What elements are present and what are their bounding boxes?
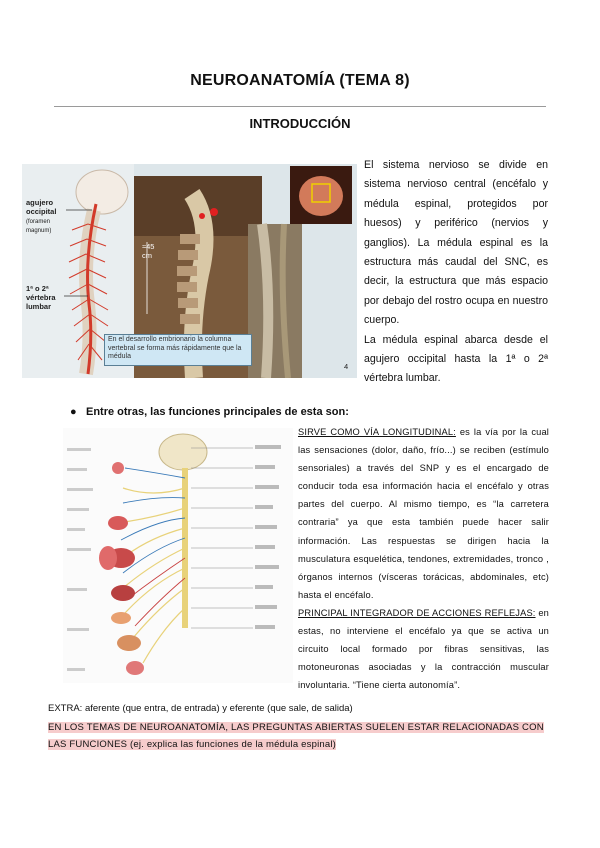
nervous-system-figure	[63, 428, 293, 683]
functions-bullet-text: Entre otras, las funciones principales de esta son:	[86, 406, 349, 418]
functions-bullet	[70, 406, 349, 418]
page-title: NEUROANATOMÍA (TEMA 8)	[190, 72, 410, 89]
agujero-label: agujero occipital	[26, 198, 57, 216]
length-label: ≈45 cm	[142, 242, 155, 260]
spinal-cord-figure	[22, 164, 357, 378]
extra-note: EXTRA: aferente (que entra, de entrada) y eferente (que sale, de salida)	[48, 703, 353, 714]
function-item-2	[298, 604, 549, 694]
section-heading: INTRODUCCIÓN	[249, 116, 351, 131]
agujero-sublabel: (foramen magnum)	[26, 219, 52, 234]
highlighted-note	[48, 719, 554, 754]
function-1-body: es la vía por la cual las sensaciones (dolor, daño, frío...) se reciben (estímulo sensoriales) a través del SNP y es el encargado de conducir toda esa información hacia el encéfalo y otras partes del cuerpo. Al mismo tiempo, es “la carretera contraria” ya que esta también puede hacer salir información. Las respuestas se dirigen hacia la musculatura esquelética, tendones, extremidades, tronco , órganos internos (vísceras torácicas, abdominales, etc) hasta el encéfalo.	[298, 427, 549, 600]
figure-caption: En el desarrollo embrionario la columna vertebral se forma más rápidamente que la médula	[104, 334, 252, 366]
nervous-system-diagram	[63, 428, 293, 683]
bullet-icon: ●	[70, 406, 77, 418]
function-1-heading: SIRVE COMO VÍA LONGITUDINAL:	[298, 427, 456, 437]
functions-text	[298, 423, 549, 694]
title-divider	[54, 106, 546, 107]
function-2-body: en estas, no interviene el encéfalo ya que se activa un circuito local formado por fibras sensitivas, las motoneuronas asociadas y la contracción muscular involuntaria. “Tiene cierta autonomía”.	[298, 607, 550, 691]
function-2-heading: PRINCIPAL INTEGRADOR DE ACCIONES REFLEJAS:	[298, 607, 536, 618]
intro-paragraph-1: El sistema nervioso se divide en sistema nervioso central (encéfalo y médula espinal, protegidos por huesos) y periférico (nervios y ganglios). La médula espinal es la estructura más caudal del SNC, es decir, la estructura que más espacio por debajo del rostro ocupa en nuestro cuerpo.	[364, 159, 548, 327]
function-item-1	[298, 423, 549, 604]
vertebra-label: 1ª o 2ª vértebra lumbar	[26, 284, 56, 311]
highlighted-note-text: EN LOS TEMAS DE NEUROANATOMÍA, LAS PREGUNTAS ABIERTAS SUELEN ESTAR RELACIONADAS CON LAS FUNCIONES (ej. explica las funciones de la médula espinal)	[48, 722, 544, 751]
intro-paragraph-2: La médula espinal abarca desde el agujero occipital hasta la 1ª o 2ª vértebra lumbar.	[364, 333, 548, 385]
slide-number: 4	[344, 362, 349, 371]
intro-text	[364, 156, 548, 389]
